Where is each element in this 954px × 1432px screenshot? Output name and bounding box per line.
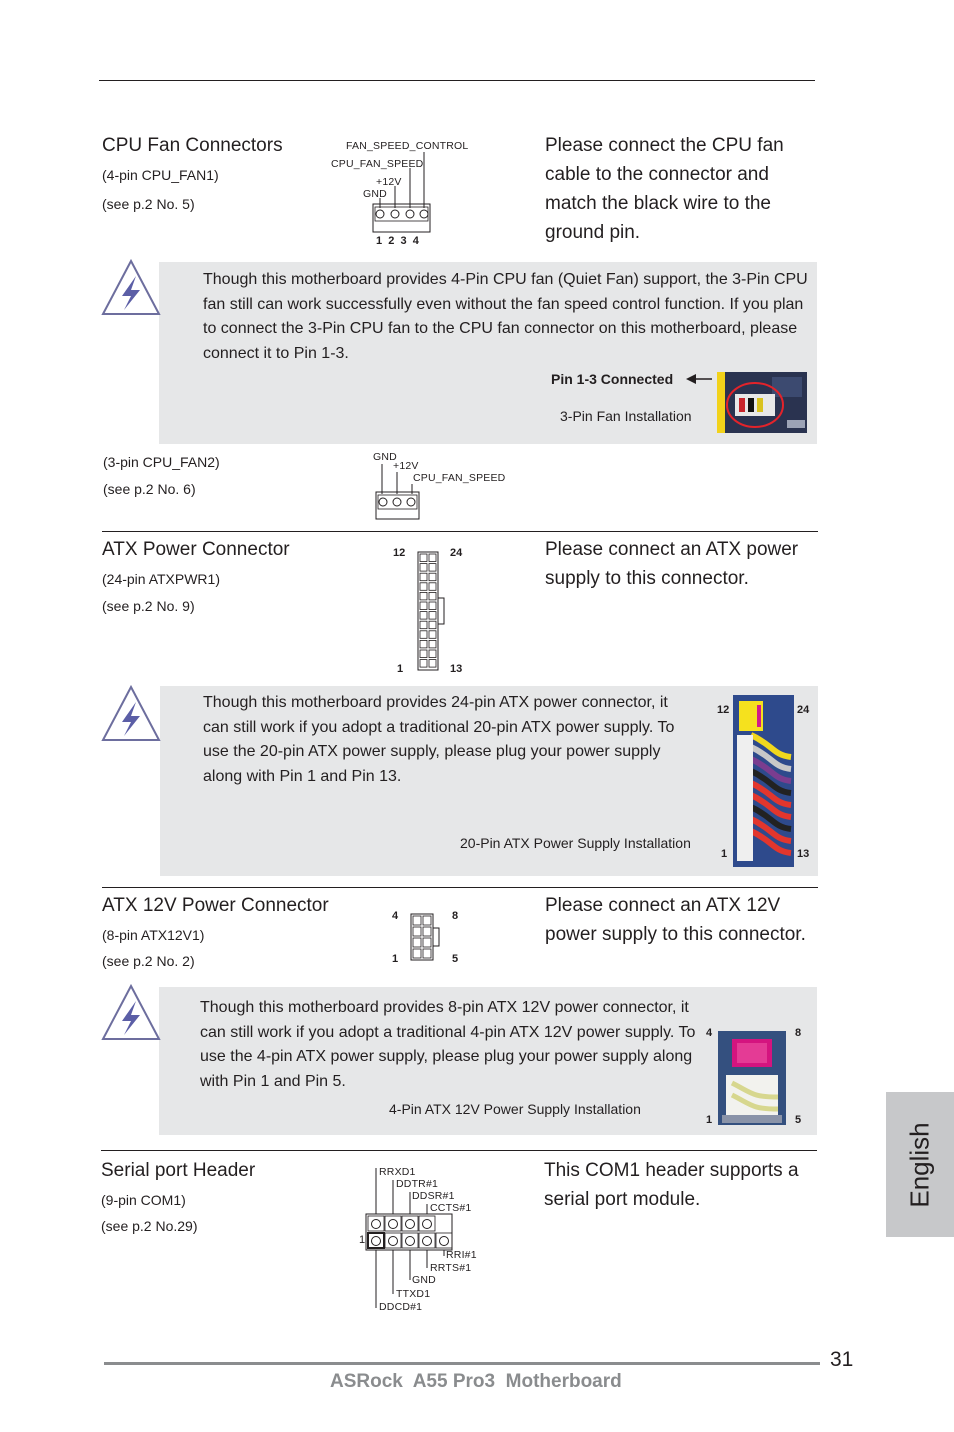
- note-atx12v-text: Though this motherboard provides 8-pin ATX 12V power connector, it can still work if you adopt a traditional 4-pin ATX 12V power supply. To use the 4-pin ATX power supply, please plug your power supply along with Pin 1 and Pin 5.: [200, 999, 696, 1090]
- serial-title: Serial port Header: [101, 1160, 256, 1181]
- atx12v-installation-photo: [718, 1031, 786, 1125]
- cpu-fan-model: (4-pin CPU_FAN1): [102, 167, 219, 183]
- atx12v-pin-8: 8: [452, 910, 459, 922]
- serial-ref: (see p.2 No.29): [101, 1218, 198, 1234]
- atx-photo-pin-24: 24: [797, 704, 810, 716]
- atx12v-photo-pin-5: 5: [795, 1114, 802, 1126]
- atx24-pin: [429, 621, 436, 629]
- caption-3pin-fan: 3-Pin Fan Installation: [560, 408, 692, 424]
- atx24-latch: [438, 598, 444, 624]
- atx24-pin: [429, 592, 436, 600]
- warning-lightning-icon: [100, 983, 162, 1043]
- atx12v-photo-pin-8: 8: [795, 1027, 802, 1039]
- atx8-pin: [423, 938, 431, 947]
- atx12v-photo-pin-4: 4: [706, 1027, 713, 1039]
- serial-com1-diagram: [364, 1168, 454, 1312]
- atx8-pin: [413, 927, 421, 936]
- section-rule-atx12v: [102, 887, 818, 888]
- cpu-fan2-3pin-diagram: [372, 460, 424, 522]
- atx-pin-12: 12: [393, 547, 406, 559]
- atx12v-8pin-diagram: [409, 912, 445, 964]
- pin-label-fan-speed-control: FAN_SPEED_CONTROL: [346, 140, 469, 152]
- atx8-pin: [413, 949, 421, 958]
- language-tab-label: English: [904, 1121, 935, 1208]
- serial-pin1-marker: 1: [359, 1234, 366, 1246]
- atx24-pin: [420, 583, 427, 591]
- cpu-fan-4pin-diagram: [368, 148, 438, 238]
- atx24-pin: [429, 650, 436, 658]
- cpu-fan2-model: (3-pin CPU_FAN2): [103, 454, 220, 470]
- serial-pin-label-rrts1: RRTS#1: [430, 1262, 472, 1274]
- atx8-outline: [411, 914, 433, 960]
- cpu-fan2-ref: (see p.2 No. 6): [103, 481, 196, 497]
- atx24-pin: [429, 631, 436, 639]
- atx24-pin: [429, 573, 436, 581]
- serial-pin-label-ddtr1: DDTR#1: [396, 1178, 439, 1190]
- fan2-pin-label-12v: +12V: [393, 460, 419, 472]
- page-number: 31: [830, 1348, 854, 1371]
- serial-description: This COM1 header supports a serial port module.: [544, 1160, 799, 1210]
- atx8-pin: [413, 938, 421, 947]
- atx-installation-photo: [733, 695, 794, 867]
- note-atx12v-text-line1: [200, 996, 700, 1094]
- arrow-left-icon: [686, 372, 714, 386]
- atx24-pin: [429, 602, 436, 610]
- pin-label-12v: +12V: [376, 176, 402, 188]
- atx8-latch: [433, 928, 439, 946]
- atx-description: Please connect an ATX power supply to this connector.: [545, 539, 799, 589]
- caption-20pin-atx: 20-Pin ATX Power Supply Installation: [460, 835, 691, 851]
- note-cpu-fan-text: Though this motherboard provides 4-Pin CPU fan (Quiet Fan) support, the 3-Pin CPU fan still can work successfully even without the fan speed control function. If you plan to connect the 3-Pin CPU fan to the CPU fan connector on this motherboard, please connect it to Pin 1-3.: [203, 271, 808, 362]
- top-rule: [99, 80, 815, 81]
- atx24-pin: [420, 573, 427, 581]
- footer-product-name: ASRock A55 Pro3 Motherboard: [330, 1371, 622, 1392]
- atx-photo-pin-1: 1: [721, 848, 728, 860]
- pin-connected-label: Pin 1-3 Connected: [551, 371, 674, 387]
- atx-24pin-diagram: [416, 550, 448, 674]
- footer-rule: [104, 1362, 820, 1365]
- fan2-pin-label-cpu-fan-speed: CPU_FAN_SPEED: [413, 472, 506, 484]
- atx24-pin: [429, 612, 436, 620]
- atx24-pin: [429, 564, 436, 572]
- atx8-pin: [423, 916, 431, 925]
- atx12v-description: Please connect an ATX 12V power supply to this connector.: [545, 895, 806, 945]
- atx12v-pin-5: 5: [452, 953, 459, 965]
- pin-label-cpu-fan-speed: CPU_FAN_SPEED: [331, 158, 424, 170]
- atx24-pin: [420, 650, 427, 658]
- atx12v-photo-pin-1: 1: [706, 1114, 713, 1126]
- atx8-pin: [423, 927, 431, 936]
- atx24-pin: [429, 660, 436, 668]
- cpu-fan-description: Please connect the CPU fan cable to the connector and match the black wire to the ground pin.: [545, 135, 784, 243]
- atx-title: ATX Power Connector: [102, 539, 290, 560]
- serial-pin-label-ccts1: CCTS#1: [430, 1202, 472, 1214]
- serial-pin-label-rri1: RRI#1: [446, 1249, 477, 1261]
- atx24-pin: [429, 640, 436, 648]
- cpu-fan-ref: (see p.2 No. 5): [102, 196, 195, 212]
- atx12v-pin-1: 1: [392, 953, 399, 965]
- caption-4pin-atx12v: 4-Pin ATX 12V Power Supply Installation: [389, 1101, 641, 1117]
- fan2-pin-label-gnd: GND: [373, 451, 397, 463]
- atx24-pin: [420, 631, 427, 639]
- warning-lightning-icon: [100, 258, 162, 318]
- atx24-pin: [420, 554, 427, 562]
- atx-pin-1: 1: [397, 663, 404, 675]
- note-atx-text: Though this motherboard provides 24-pin ATX power connector, it can still work if you adopt a traditional 20-pin ATX power supply. To use the 20-pin ATX power supply, please plug your power supply along with Pin 1 and Pin 13.: [203, 694, 675, 785]
- atx24-pin: [420, 592, 427, 600]
- atx-pin-24: 24: [450, 547, 463, 559]
- serial-model: (9-pin COM1): [101, 1192, 186, 1208]
- atx12v-title: ATX 12V Power Connector: [102, 895, 329, 916]
- fan-installation-photo: [717, 372, 807, 433]
- atx24-outline: [418, 552, 438, 670]
- atx24-pin: [429, 554, 436, 562]
- atx24-pin: [420, 602, 427, 610]
- language-tab: [886, 1092, 954, 1237]
- atx-pin-13: 13: [450, 663, 463, 675]
- atx24-pin: [420, 621, 427, 629]
- warning-lightning-icon: [100, 684, 162, 744]
- cpu-fan-pin-numbers: 1 2 3 4: [376, 235, 419, 247]
- atx24-pin: [429, 583, 436, 591]
- atx24-pin: [420, 564, 427, 572]
- serial-pin-label-rrxd1: RRXD1: [379, 1166, 416, 1178]
- atx-photo-pin-13: 13: [797, 848, 810, 860]
- atx12v-ref: (see p.2 No. 2): [102, 953, 195, 969]
- atx12v-pin-4: 4: [392, 910, 399, 922]
- atx8-pin: [423, 949, 431, 958]
- serial-pin-label-ttxd1: TTXD1: [396, 1288, 431, 1300]
- serial-pin-label-ddsr1: DDSR#1: [412, 1190, 455, 1202]
- atx12v-model: (8-pin ATX12V1): [102, 927, 205, 943]
- section-rule-atx: [102, 531, 818, 532]
- atx-ref: (see p.2 No. 9): [102, 598, 195, 614]
- cpu-fan-title: CPU Fan Connectors: [102, 135, 283, 156]
- atx24-pin: [420, 640, 427, 648]
- atx8-pin: [413, 916, 421, 925]
- atx24-pin: [420, 612, 427, 620]
- atx24-pin: [420, 660, 427, 668]
- atx-model: (24-pin ATXPWR1): [102, 571, 220, 587]
- section-rule-serial: [101, 1150, 817, 1151]
- pin-label-gnd: GND: [363, 188, 387, 200]
- serial-pin-label-ddcd1: DDCD#1: [379, 1301, 423, 1313]
- serial-pin-label-gnd: GND: [412, 1274, 436, 1286]
- atx-photo-pin-12: 12: [717, 704, 730, 716]
